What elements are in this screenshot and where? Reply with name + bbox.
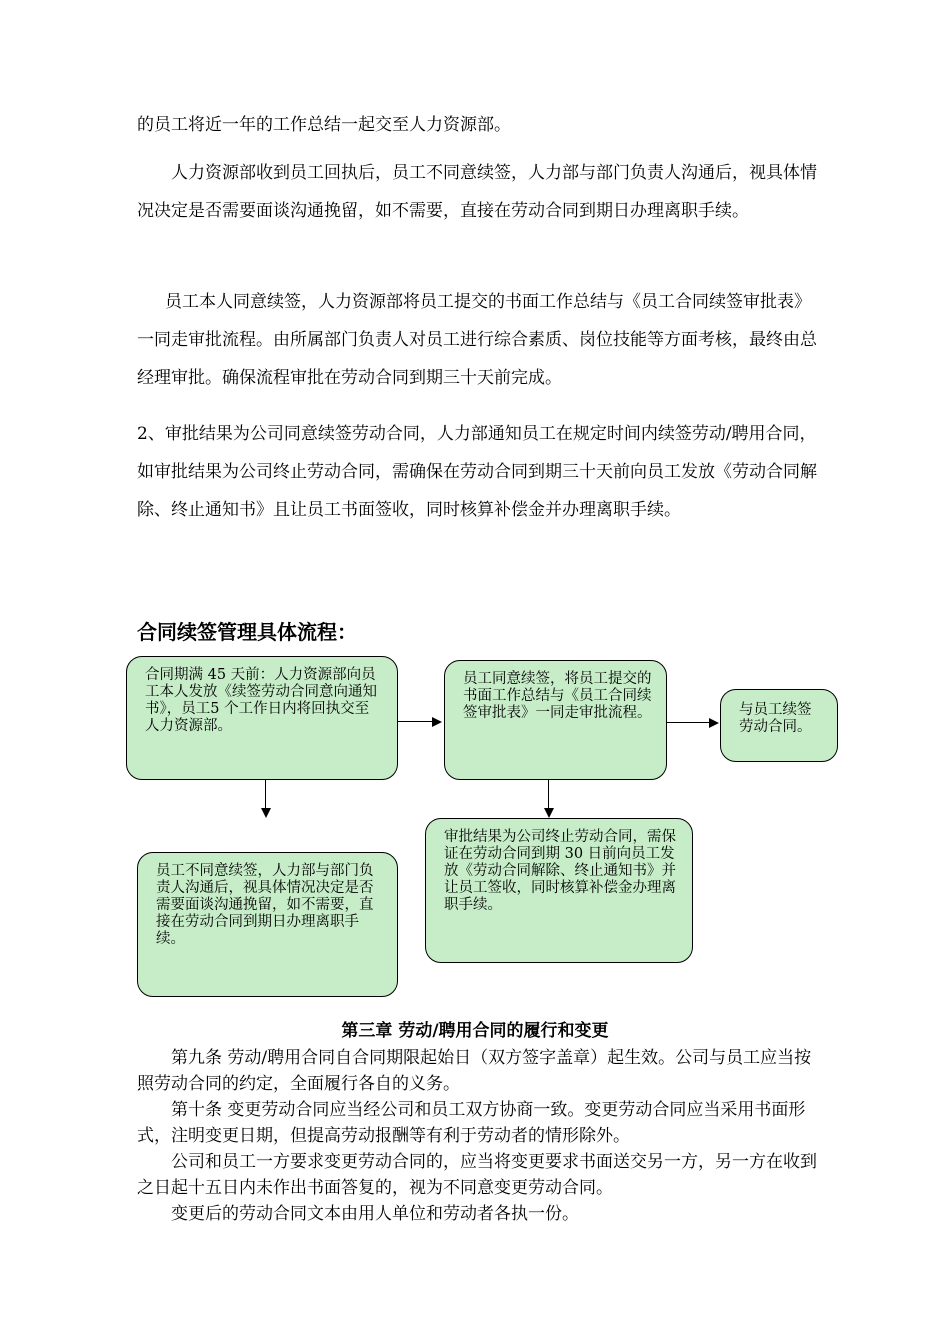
arrow-down-icon: [261, 808, 271, 818]
connector-line: [667, 722, 709, 723]
arrow-right-icon: [709, 718, 719, 728]
connector-line: [548, 780, 549, 808]
paragraph-3: 员工本人同意续签，人力资源部将员工提交的书面工作总结与《员工合同续签审批表》一同走审批流程。由所属部门负责人对员工进行综合素质、岗位技能等方面考核，最终由总经理审批。确保流程审批在劳动合同到期三十天前完成。: [137, 292, 817, 388]
article-9: 第九条 劳动/聘用合同自合同期限起始日（双方签字盖章）起生效。公司与员工应当按照劳动合同的约定，全面履行各自的义务。: [137, 1048, 812, 1094]
connector-line: [398, 721, 432, 722]
flow-box-disagree: 员工不同意续签，人力部与部门负责人沟通后，视具体情况决定是否需要面谈沟通挽留，如不需要，直接在劳动合同到期日办理离职手续。: [137, 852, 398, 997]
chapter-title: 第三章 劳动/聘用合同的履行和变更: [341, 1021, 609, 1041]
paragraph-1: 的员工将近一年的工作总结一起交至人力资源部。: [137, 115, 511, 135]
flow-box-terminate: 审批结果为公司终止劳动合同，需保证在劳动合同到期 30 日前向员工发放《劳动合同解除、终止通知书》并让员工签收，同时核算补偿金办理离职手续。: [425, 818, 693, 963]
flow-heading: 合同续签管理具体流程：: [137, 620, 357, 644]
arrow-down-icon: [544, 808, 554, 818]
article-paragraph: 变更后的劳动合同文本由用人单位和劳动者各执一份。: [171, 1204, 579, 1224]
arrow-right-icon: [432, 717, 442, 727]
article-paragraph: 公司和员工一方要求变更劳动合同的，应当将变更要求书面送交另一方，另一方在收到之日起十五日内未作出书面答复的，视为不同意变更劳动合同。: [137, 1152, 817, 1198]
flow-box-notice: 合同期满 45 天前：人力资源部向员工本人发放《续签劳动合同意向通知书》，员工5 个工作日内将回执交至人力资源部。: [126, 656, 398, 780]
connector-line: [265, 780, 266, 808]
article-10: 第十条 变更劳动合同应当经公司和员工双方协商一致。变更劳动合同应当采用书面形式，注明变更日期，但提高劳动报酬等有利于劳动者的情形除外。: [137, 1100, 806, 1146]
flow-box-agree: 员工同意续签，将员工提交的书面工作总结与《员工合同续签审批表》一同走审批流程。: [444, 660, 667, 780]
paragraph-4: 2、审批结果为公司同意续签劳动合同，人力部通知员工在规定时间内续签劳动/聘用合同，如审批结果为公司终止劳动合同，需确保在劳动合同到期三十天前向员工发放《劳动合同解除、终止通知书》且让员工书面签收，同时核算补偿金并办理离职手续。: [137, 424, 817, 520]
paragraph-2: 人力资源部收到员工回执后，员工不同意续签，人力部与部门负责人沟通后，视具体情况决定是否需要面谈沟通挽留，如不需要，直接在劳动合同到期日办理离职手续。: [137, 163, 817, 221]
flow-box-renew: 与员工续签劳动合同。: [720, 689, 838, 762]
